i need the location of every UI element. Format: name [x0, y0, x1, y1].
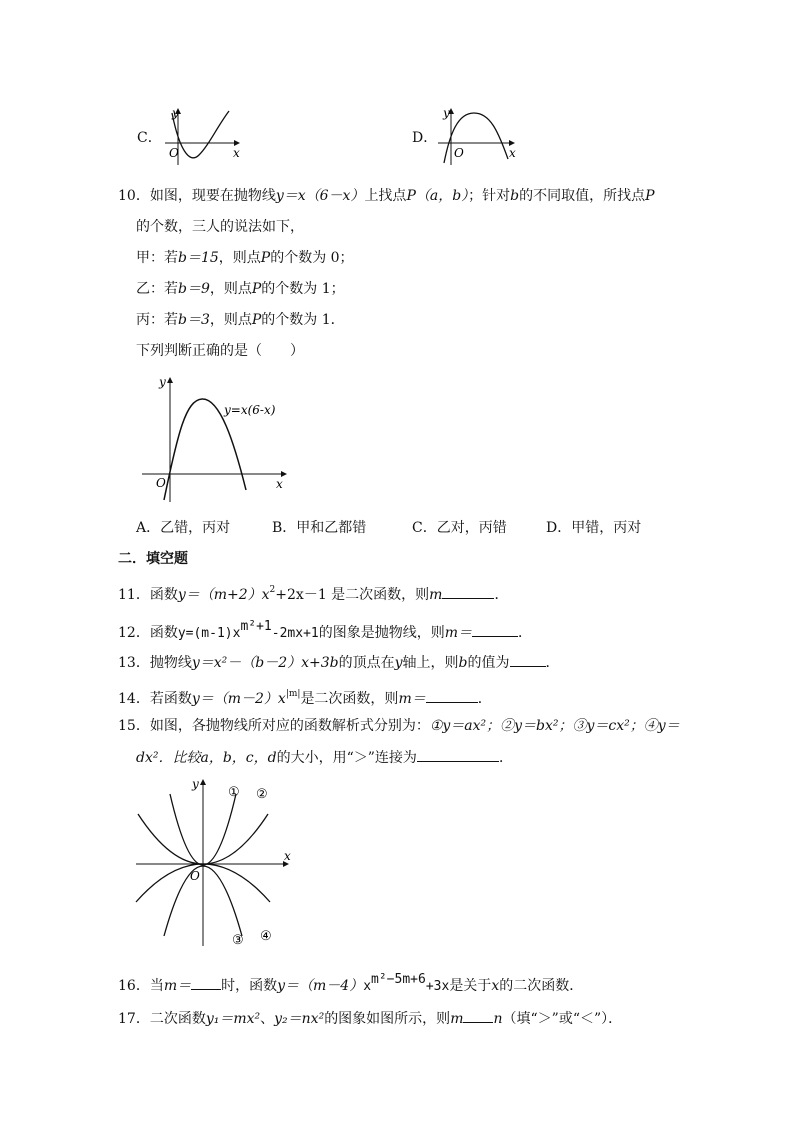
curve-label-2: ② — [256, 787, 268, 802]
q10-option-c: C．乙对，丙错 — [412, 520, 507, 536]
q16: 16．当m＝ 时，函数y＝（m－4）xm²−5m+6+3x是关于x的二次函数． — [118, 972, 584, 994]
q15-graph — [134, 776, 298, 948]
curve — [172, 111, 229, 158]
answer-blank[interactable] — [510, 652, 546, 667]
y-label: y — [192, 777, 199, 791]
curve-label: y=x(6-x) — [224, 403, 276, 417]
answer-blank[interactable] — [472, 622, 518, 637]
x-label: x — [233, 146, 240, 160]
q12: 12．函数y=(m-1)xm²+1-2mx+1的图象是抛物线，则m＝ ． — [118, 619, 533, 641]
q10-option-a: A．乙错，丙对 — [136, 520, 231, 536]
curve-label-1: ① — [228, 785, 240, 800]
answer-blank[interactable] — [191, 975, 221, 990]
y-label: y — [443, 106, 450, 120]
origin-label: O — [190, 869, 200, 883]
q10-option-d: D．甲错，丙对 — [546, 520, 642, 536]
option-d-graph — [436, 103, 520, 169]
q13: 13．抛物线y＝x²－（b－2）x+3b的顶点在y轴上，则b的值为 ． — [118, 652, 560, 673]
answer-blank[interactable] — [426, 688, 478, 703]
q10-question: 下列判断正确的是（ ） — [136, 343, 304, 359]
q10-option-b: B．甲和乙都错 — [272, 520, 367, 536]
q10-line1: 10．如图，现要在抛物线y＝x（6－x）上找点P（a，b）；针对b的不同取值，所找点P — [118, 188, 655, 204]
q17: 17．二次函数y₁＝mx²、y₂＝nx²的图象如图所示，则m n（填“＞”或“＜”）． — [118, 1008, 622, 1029]
option-d-label: D． — [412, 130, 438, 146]
y-label: y — [172, 106, 179, 120]
origin-label: O — [156, 476, 166, 490]
q15-line2: dx²．比较a，b，c，d的大小，用“＞”连接为 ． — [136, 747, 513, 768]
x-label: x — [276, 477, 283, 491]
origin-label: O — [169, 146, 179, 160]
section-title: 二．填空题 — [118, 551, 188, 567]
q10-line2: 的个数，三人的说法如下， — [136, 219, 304, 235]
x-label: x — [509, 146, 516, 160]
q10-yi: 乙：若b＝9，则点P的个数为 1； — [136, 281, 345, 297]
answer-blank[interactable] — [463, 1008, 493, 1023]
q14: 14．若函数$y=(m-2)x^{|m|}$是二次函数，则m＝ ． — [118, 689, 492, 707]
q10-bing: 丙：若b＝3，则点P的个数为 1． — [136, 312, 345, 328]
q11: 11．函数$y=(m+2)x^2+2x-1$ 是二次函数，则m ． — [118, 585, 509, 603]
q15-line1: 15．如图，各抛物线所对应的函数解析式分别为：①y＝ax²；②y＝bx²；③y＝cx²；④y＝ — [118, 718, 680, 734]
curve-label-4: ④ — [260, 929, 272, 944]
answer-blank[interactable] — [442, 584, 494, 599]
answer-blank[interactable] — [417, 747, 499, 762]
y-label: y — [159, 375, 166, 389]
origin-label: O — [454, 146, 464, 160]
option-c-label: C． — [137, 130, 162, 146]
q10-graph — [140, 372, 290, 508]
q10-jia: 甲：若b＝15，则点P的个数为 0； — [136, 250, 354, 266]
curve-label-3: ③ — [232, 933, 244, 948]
option-c-graph — [163, 103, 245, 169]
x-label: x — [284, 849, 291, 863]
